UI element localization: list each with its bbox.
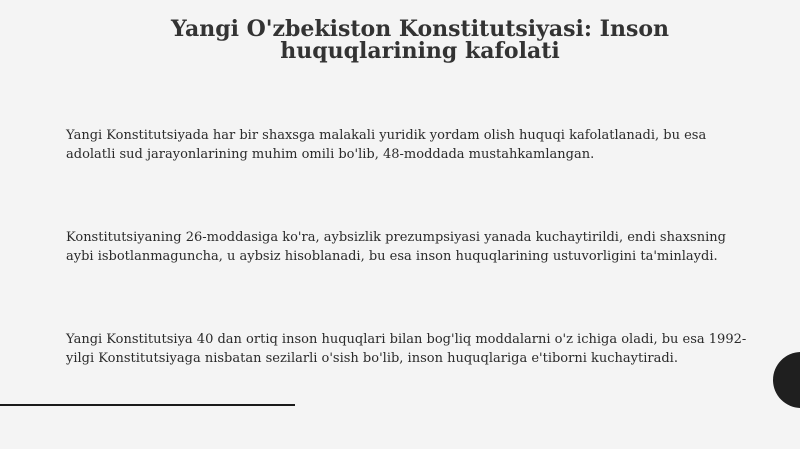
paragraph-legal-aid: Yangi Konstitutsiyada har bir shaxsga malakali yuridik yordam olish huquqi kafolatlanadi, bu esa adolatli sud jarayonlarining muhim omili bo'lib, 48-moddada mustahkamlangan.: [66, 128, 707, 162]
decorative-divider: [0, 404, 295, 406]
paragraph-presumption-of-innocence: Konstitutsiyaning 26-moddasiga ko'ra, aybsizlik prezumpsiyasi yanada kuchaytirildi, endi shaxsning aybi isbotlanmaguncha, u aybsiz hisoblanadi, bu esa inson huquqlarining ustuvorligini ta'minlaydi.: [66, 230, 726, 264]
slide-title: Yangi O'zbekiston Konstitutsiyasi: Inson huquqlarining kafolati: [170, 16, 670, 64]
decorative-circle: [773, 352, 800, 408]
paragraph-human-rights-articles: Yangi Konstitutsiya 40 dan ortiq inson huquqlari bilan bog'liq moddalarni o'z ichiga oladi, bu esa 1992-yilgi Konstitutsiyaga nisbatan sezilarli o'sish bo'lib, inson huquqlariga e'tiborni kuchaytiradi.: [66, 332, 747, 366]
